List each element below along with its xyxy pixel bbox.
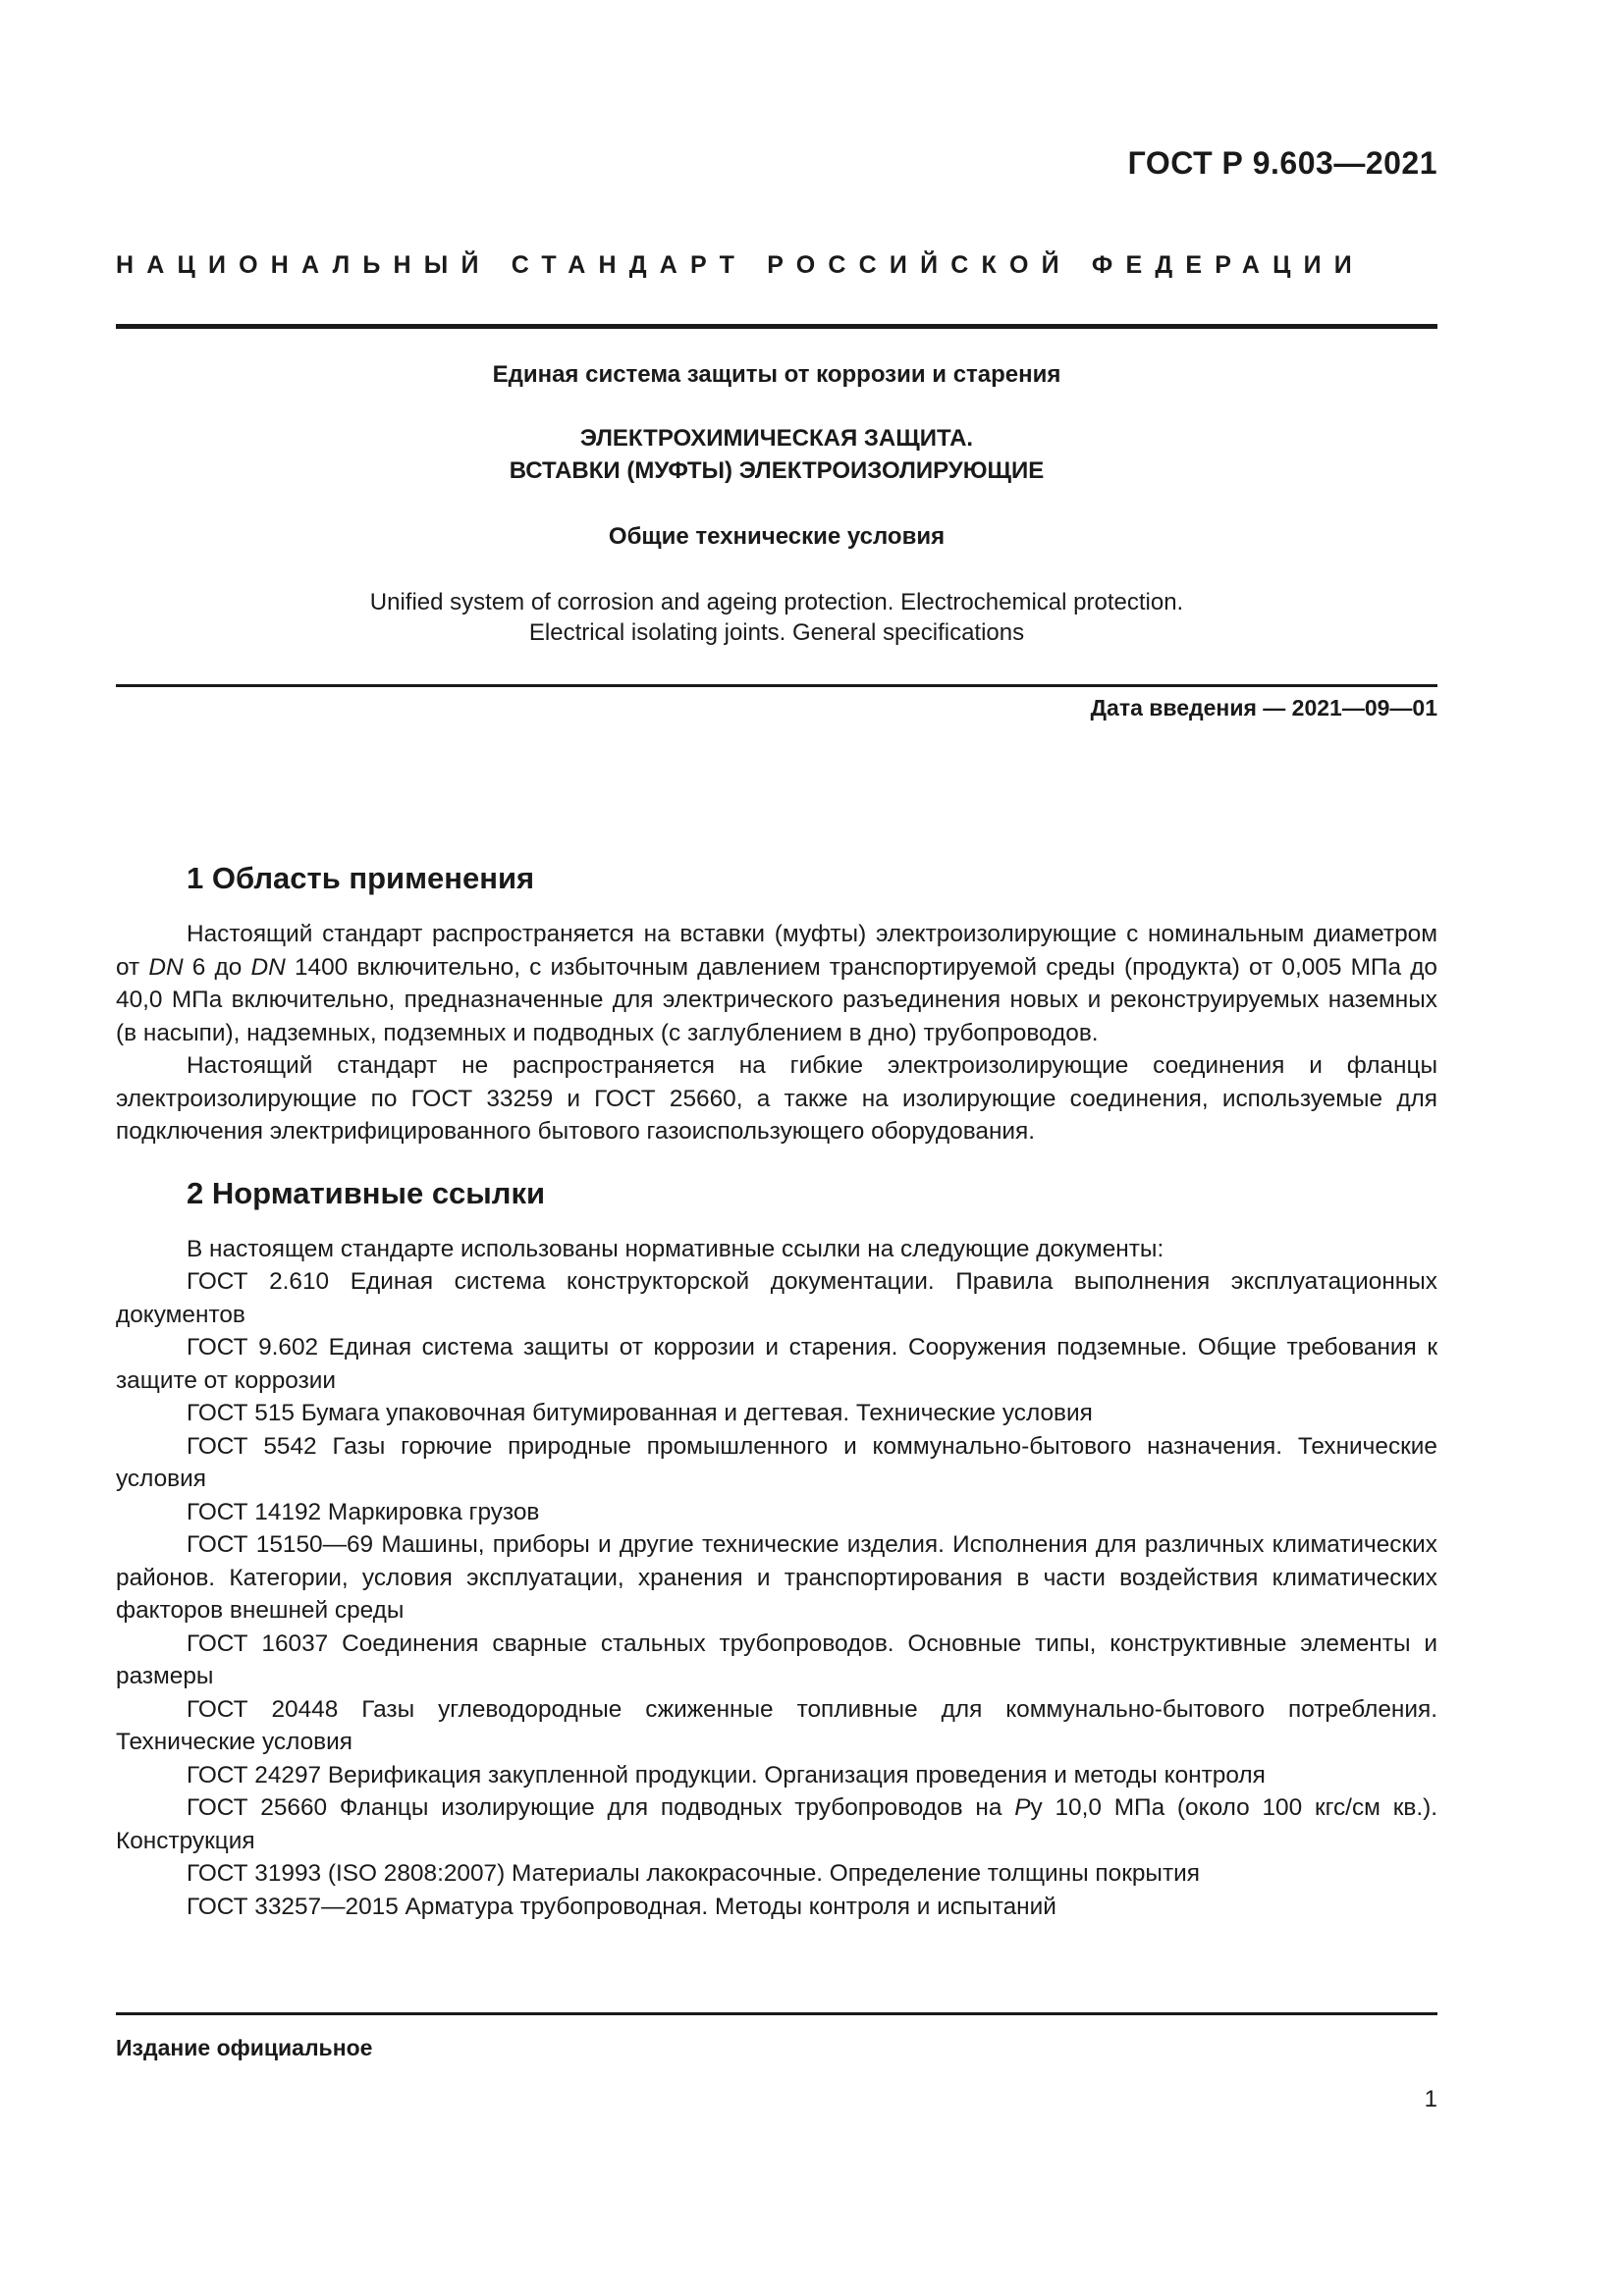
national-standard-banner: НАЦИОНАЛЬНЫЙ СТАНДАРТ РОССИЙСКОЙ ФЕДЕРАЦИИ (116, 251, 1365, 279)
reference-item: ГОСТ 5542 Газы горючие природные промышленного и коммунально-бытового назначения. Технические условия (116, 1432, 1437, 1492)
reference-item: ГОСТ 515 Бумага упаковочная битумированная и дегтевая. Технические условия (187, 1400, 1093, 1426)
reference-item (116, 1791, 1437, 1857)
document-title-line1: ЭЛЕКТРОХИМИЧЕСКАЯ ЗАЩИТА. (579, 425, 974, 452)
text-run: ГОСТ 25660 Фланцы изолирующие для подводных трубопроводов на (187, 1794, 1015, 1821)
standard-code: ГОСТ Р 9.603—2021 (1127, 145, 1437, 181)
reference-item: ГОСТ 2.610 Единая система конструкторской документации. Правила выполнения эксплуатационных документов (116, 1268, 1437, 1328)
document-body (116, 859, 1437, 1923)
middle-divider (116, 684, 1437, 687)
document-title (116, 422, 1437, 487)
official-edition-label: Издание официальное (116, 2035, 373, 2060)
py-italic: Р (1014, 1794, 1031, 1821)
section-1-paragraph-1 (116, 918, 1437, 1049)
text-run: у 10,0 МПа (около 100 кгс/см кв.). Конструкция (116, 1794, 1438, 1854)
english-title (116, 587, 1437, 648)
system-title: Единая система защиты от коррозии и старения (492, 361, 1061, 388)
reference-item: ГОСТ 20448 Газы углеводородные сжиженные топливные для коммунально-бытового потребления. Технические условия (116, 1695, 1437, 1755)
document-subtitle: Общие технические условия (608, 523, 946, 550)
english-title-line1: Unified system of corrosion and ageing protection. Electrochemical protection. (369, 589, 1184, 615)
text-run: Настоящий стандарт распространяется на вставки (муфты) электроизолирующие с номинальным диаметром от (116, 921, 1437, 981)
introduction-date: Дата введения — 2021—09—01 (1090, 695, 1437, 721)
reference-item: ГОСТ 14192 Маркировка грузов (187, 1498, 540, 1525)
reference-item: ГОСТ 15150—69 Машины, приборы и другие технические изделия. Исполнения для различных климатических районов. Категории, условия эксплуатации, хранения и транспортирования в части воздействия климатических факторов внешней среды (116, 1531, 1437, 1624)
dn-italic: DN (148, 953, 184, 981)
reference-item: ГОСТ 16037 Соединения сварные стальных трубопроводов. Основные типы, конструктивные элементы и размеры (116, 1629, 1437, 1689)
bottom-divider (116, 2012, 1437, 2015)
english-title-line2: Electrical isolating joints. General specifications (528, 619, 1025, 646)
section-2-intro: В настоящем стандарте использованы нормативные ссылки на следующие документы: (187, 1235, 1164, 1262)
text-run: 1400 включительно, с избыточным давлением транспортируемой среды (продукта) от 0,005 МПа до 40,0 МПа включительно, предназначенные для электрического разъединения новых и реконструируемых наземных (в насыпи), надземных, подземных и подводных (с заглублением в дно) трубопроводов. (116, 953, 1437, 1046)
section-1-heading: 1 Область применения (187, 861, 535, 895)
top-divider (116, 324, 1437, 329)
section-2-heading: 2 Нормативные ссылки (187, 1175, 546, 1210)
page-number: 1 (1424, 2086, 1437, 2112)
reference-item: ГОСТ 9.602 Единая система защиты от коррозии и старения. Сооружения подземные. Общие требования к защите от коррозии (116, 1334, 1437, 1394)
reference-item: ГОСТ 24297 Верификация закупленной продукции. Организация проведения и методы контроля (187, 1761, 1266, 1789)
section-spacer (116, 1148, 1437, 1174)
document-title-line2: ВСТАВКИ (МУФТЫ) ЭЛЕКТРОИЗОЛИРУЮЩИЕ (509, 457, 1045, 484)
reference-item: ГОСТ 31993 (ISO 2808:2007) Материалы лакокрасочные. Определение толщины покрытия (187, 1860, 1200, 1887)
text-run: 6 до (183, 953, 251, 981)
section-1-paragraph-2: Настоящий стандарт не распространяется на гибкие электроизолирующие соединения и фланцы электроизолирующие по ГОСТ 33259 и ГОСТ 25660, а также на изолирующие соединения, используемые для подключения электрифицированного бытового газоиспользующего оборудования. (116, 1052, 1437, 1145)
dn-italic: DN (250, 953, 286, 981)
reference-item: ГОСТ 33257—2015 Арматура трубопроводная. Методы контроля и испытаний (187, 1893, 1056, 1920)
